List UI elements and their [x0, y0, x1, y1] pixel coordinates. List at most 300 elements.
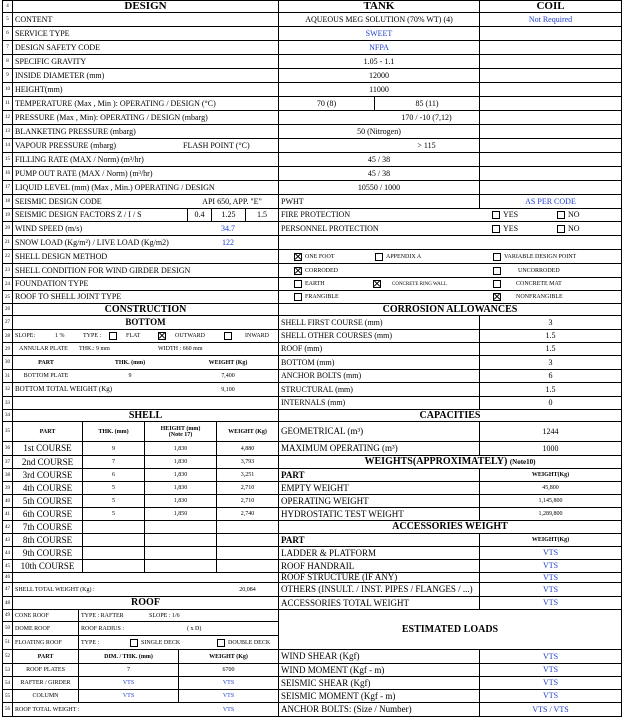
estimated-loads-title: ESTIMATED LOADS	[278, 610, 621, 650]
course-name: 10th COURSE	[13, 560, 83, 572]
checkbox-icon[interactable]	[493, 253, 501, 261]
slope-label: SLOPE:	[15, 333, 36, 339]
geometrical-label: GEOMETRICAL (m³)	[278, 422, 479, 441]
row-number: 20	[3, 222, 13, 235]
row-number: 6	[3, 27, 13, 40]
checkbox-icon[interactable]	[294, 293, 302, 301]
row-number: 21	[3, 236, 13, 249]
option-flat[interactable]	[109, 330, 154, 342]
header-row	[3, 1, 621, 13]
course-name: 4th COURSE	[13, 482, 83, 494]
wind-girder-row	[3, 264, 621, 278]
empty-cell	[479, 41, 621, 54]
design-row	[3, 41, 621, 55]
row-number: 45	[3, 560, 13, 572]
roof-type: TYPE : RAFTER	[81, 612, 124, 619]
course-name: 6th COURSE	[13, 508, 83, 520]
design-row	[3, 13, 621, 27]
corrosion-label: STRUCTURAL (mm)	[278, 383, 479, 396]
row-number: 28	[3, 330, 13, 342]
roof-joint-row	[3, 291, 621, 304]
internals-row	[3, 397, 621, 410]
course-weight: 3,793	[240, 459, 255, 465]
yes-label: YES	[503, 210, 519, 219]
seismic-s: 1.5	[245, 209, 278, 221]
seismic-code-label: SEISMIC DESIGN CODE	[15, 196, 102, 206]
shell-design-label: SHELL DESIGN METHOD	[15, 251, 108, 261]
service-type-value: SWEET	[278, 27, 479, 40]
row-number: 15	[3, 153, 13, 166]
empty-cell	[145, 560, 217, 572]
roof-header-row	[3, 597, 621, 610]
roof-title: ROOF	[131, 597, 160, 608]
bottom-plate-label: BOTTOM PLATE	[23, 373, 69, 379]
option-label: INWARD	[245, 333, 269, 339]
temperature-design: 85 (11)	[374, 97, 479, 110]
load-value: VTS / VTS	[479, 703, 621, 716]
construction-header-row	[3, 304, 621, 316]
floating-roof-label: FLOATING ROOF	[13, 636, 79, 649]
roof-part-header: PART	[13, 650, 79, 663]
row-number: 25	[3, 291, 13, 303]
snow-load-row	[3, 236, 621, 250]
row-number: 37	[3, 456, 13, 468]
roof-part-label: RAFTER / GIRDER	[13, 677, 79, 689]
course-name: 5th COURSE	[13, 495, 83, 507]
empty-cell	[479, 167, 621, 180]
row-number: 39	[3, 482, 13, 494]
load-label: ANCHOR BOLTS: (Size / Number)	[278, 703, 479, 716]
roof-part-dim: VTS	[79, 677, 179, 689]
checked-box-icon[interactable]	[493, 293, 501, 301]
dome-roof-label: DOME ROOF	[13, 622, 79, 635]
corrosion-value: 1.5	[479, 330, 621, 342]
checkbox-icon[interactable]	[557, 211, 565, 219]
empty-cell	[145, 534, 217, 546]
wind-speed-row	[3, 222, 621, 236]
shell-course-row	[3, 547, 621, 560]
shell-thk-header: THK. (mm)	[83, 422, 145, 441]
checked-box-icon[interactable]	[158, 332, 166, 340]
weight-label: OPERATING WEIGHT	[278, 495, 479, 507]
option-double-deck[interactable]	[217, 636, 278, 649]
shell-total-label: SHELL TOTAL WEIGHT (Kg) :	[15, 586, 95, 593]
row-number: 56	[3, 703, 13, 716]
empty-cell	[278, 111, 374, 124]
blanketing-row	[3, 125, 621, 139]
roof-part-label: COLUMN	[13, 690, 79, 702]
shell-columns-row	[3, 422, 621, 442]
weights-title-text: WEIGHTS(APPROXIMATELY)	[364, 456, 508, 467]
load-label: WIND SHEAR (Kgf)	[278, 650, 479, 663]
wind-girder-label: SHELL CONDITION FOR WIND GIRDER DESIGN	[15, 265, 191, 275]
accessory-value: VTS	[479, 547, 621, 559]
shell-title: SHELL	[128, 410, 163, 421]
inside-diameter-value: 12000	[278, 69, 479, 82]
snow-load-label: SNOW LOAD (Kg/m²) / LIVE LOAD (Kg/m2)	[15, 237, 169, 247]
corrosion-value: 6	[479, 370, 621, 382]
empty-cell	[83, 534, 145, 546]
seismic-z: 0.4	[187, 209, 211, 221]
course-weight: 2,710	[240, 485, 255, 491]
empty-cell	[145, 521, 217, 533]
roof-part-row	[3, 677, 621, 690]
course-name: 9th COURSE	[13, 547, 83, 559]
row-number: 14	[3, 139, 13, 152]
option-corroded[interactable]	[278, 264, 364, 277]
annular-thickness: THK.: 9 mm	[79, 346, 110, 352]
blanketing-label: BLANKETING PRESSURE (mbarg)	[15, 126, 136, 136]
tank-datasheet	[2, 0, 622, 717]
row-number: 46	[3, 573, 13, 582]
load-label: WIND MOMENT (Kgf - m)	[278, 664, 479, 676]
accessory-label: LADDER & PLATFORM	[278, 547, 479, 559]
row-number: 5	[3, 13, 13, 26]
height-header-text: HEIGHT (mm)	[160, 425, 201, 432]
row-number: 29	[3, 343, 13, 355]
weights-weight-header: WEIGHT(Kg)	[479, 469, 621, 481]
option-label: FLAT	[126, 333, 141, 339]
course-height: 1,830	[145, 469, 217, 481]
bottom-slope-row	[3, 330, 621, 343]
roof-joint-label: ROOF TO SHELL JOINT TYPE	[15, 292, 122, 301]
roof-radius-unit: ( x D)	[187, 625, 202, 632]
checkbox-icon[interactable]	[492, 225, 500, 233]
empty-cell	[479, 97, 621, 110]
option-appendix-a[interactable]	[375, 250, 485, 263]
filling-label: FILLING RATE (MAX / Norm) (m³/hr)	[15, 154, 144, 164]
shell-course-row	[3, 495, 621, 508]
course-thk: 5	[83, 495, 145, 507]
max-operating-value: 1000	[479, 442, 621, 455]
row-number: 34	[3, 410, 13, 421]
roof-radius-label: ROOF RADIUS :	[81, 625, 125, 632]
option-earth[interactable]	[278, 278, 364, 290]
safety-code-value: NFPA	[278, 41, 479, 54]
max-operating-label: MAXIMUM OPERATING (m³)	[278, 442, 479, 455]
temperature-operating: 70 (8)	[278, 97, 374, 110]
row-number: 31	[3, 370, 13, 382]
checked-box-icon[interactable]	[373, 280, 381, 288]
checked-box-icon[interactable]	[294, 267, 302, 275]
snow-load-value: 122	[222, 237, 234, 247]
roof-part-weight: 6700	[222, 667, 235, 673]
empty-cell	[83, 547, 145, 559]
course-height: 1,830	[145, 482, 217, 494]
checkbox-icon[interactable]	[130, 639, 138, 647]
row-number: 48	[3, 597, 13, 609]
shell-course-row	[3, 456, 621, 469]
coil-value: Not Required	[479, 13, 621, 26]
accessory-label: OTHERS (INSULT. / INST. PIPES / FLANGES / ...)	[278, 583, 479, 596]
fire-protection-label: FIRE PROTECTION	[278, 209, 479, 221]
pump-out-label: PUMP OUT RATE (MAX / Norm) (m³/hr)	[15, 168, 153, 178]
shell-part-header: PART	[13, 422, 83, 441]
weights-title	[278, 456, 621, 468]
course-name: 7th COURSE	[13, 521, 83, 533]
shell-total-weight: 20,084	[239, 586, 256, 593]
empty-cell	[83, 521, 145, 533]
specific-gravity-label: SPECIFIC GRAVITY	[15, 56, 87, 66]
option-frangible[interactable]	[278, 291, 364, 303]
course-weight: 3,251	[240, 472, 255, 478]
roof-dim-header: DIM. / THK. (mm)	[79, 650, 179, 663]
row-number: 18	[3, 195, 13, 208]
option-label: ONE FOOT	[305, 253, 335, 260]
design-header: DESIGN	[124, 1, 167, 12]
corrosion-label: INTERNALS (mm)	[278, 397, 479, 409]
blanketing-value: 50 (Nitrogen)	[278, 125, 479, 138]
option-label: SINGLE DECK	[141, 639, 181, 646]
option-inward[interactable]	[224, 330, 278, 342]
capacities-title: CAPACITIES	[278, 410, 621, 421]
weight-label: HYDROSTATIC TEST WEIGHT	[278, 508, 479, 520]
course-thk: 7	[83, 456, 145, 468]
shell-header-row	[3, 410, 621, 422]
roof-total-label: ROOF TOTAL WEIGHT :	[15, 706, 80, 713]
pressure-design: 170 / -10 (7,12)	[401, 112, 452, 122]
design-row	[3, 55, 621, 69]
course-height: 1,830	[145, 442, 217, 455]
inside-diameter-label: INSIDE DIAMETER (mm)	[15, 70, 105, 80]
option-concrete-mat[interactable]	[493, 278, 621, 290]
option-label: FRANGIBLE	[305, 294, 339, 300]
option-uncorroded[interactable]	[493, 264, 621, 277]
shell-total-row	[3, 583, 621, 597]
flash-point-value: > 115	[417, 140, 436, 150]
wind-speed-value: 34.7	[221, 223, 235, 233]
seismic-factors-label: SEISMIC DESIGN FACTORS Z / I / S	[15, 210, 142, 219]
course-name: 2nd COURSE	[13, 456, 83, 468]
option-single-deck[interactable]	[130, 636, 200, 649]
shell-height-header	[145, 422, 217, 441]
temperature-row	[3, 97, 621, 111]
roof-part-weight: VTS	[222, 680, 235, 686]
corrosion-label: SHELL OTHER COURSES (mm)	[278, 330, 479, 342]
row-number: 30	[3, 356, 13, 369]
empty-cell	[83, 560, 145, 572]
annular-label: ANNULAR PLATE	[19, 346, 68, 352]
safety-code-label: DESIGN SAFETY CODE	[15, 42, 101, 52]
shell-course-row	[3, 560, 621, 573]
option-nonfrangible[interactable]	[493, 291, 621, 303]
coil-header: COIL	[479, 1, 621, 12]
weight-header: WEIGHT (Kg)	[208, 359, 248, 366]
accessory-label: ROOF STRUCTURE (IF ANY)	[278, 573, 479, 582]
design-row	[3, 83, 621, 97]
filling-row	[3, 153, 621, 167]
row-number: 26	[3, 304, 13, 315]
checkbox-icon[interactable]	[375, 253, 383, 261]
empty-cell	[145, 547, 217, 559]
fire-protection-yes[interactable]	[492, 209, 552, 221]
option-label: UNCORRODED	[518, 267, 560, 274]
course-height: 1,830	[145, 456, 217, 468]
height-header-note: (Note 17)	[168, 431, 193, 438]
roof-total-weight: VTS	[222, 706, 235, 713]
option-outward[interactable]	[158, 330, 222, 342]
row-number: 40	[3, 495, 13, 507]
bottom-parts-header-row	[3, 356, 621, 370]
bottom-title: BOTTOM	[125, 317, 166, 327]
checkbox-icon[interactable]	[557, 225, 565, 233]
empty-cell	[479, 181, 621, 194]
seismic-code-value: API 650, APP. "E"	[202, 196, 262, 206]
corrosion-label: BOTTOM (mm)	[278, 356, 479, 369]
type-label: TYPE :	[83, 333, 102, 339]
bottom-plate-weight: 7,400	[221, 373, 235, 379]
cone-roof-label: CONE ROOF	[13, 610, 79, 621]
slope-value: 1 %	[55, 333, 65, 339]
row-number: 50	[3, 622, 13, 635]
row-number: 13	[3, 125, 13, 138]
course-weight: 2,740	[240, 511, 255, 517]
bottom-header-row	[3, 316, 621, 330]
fire-protection-no[interactable]	[557, 209, 617, 221]
checkbox-icon[interactable]	[492, 211, 500, 219]
weight-value: 45,800	[479, 482, 621, 494]
checkbox-icon[interactable]	[294, 280, 302, 288]
height-label: HEIGHT(mm)	[15, 84, 63, 94]
corrosion-value: 1.5	[479, 343, 621, 355]
accessory-label: ROOF HANDRAIL	[278, 560, 479, 572]
content-label: CONTENT	[15, 14, 53, 24]
weight-label: EMPTY WEIGHT	[278, 482, 479, 494]
course-weight: 2,710	[240, 498, 255, 504]
load-value: VTS	[479, 650, 621, 663]
checkbox-icon[interactable]	[493, 280, 501, 288]
service-type-label: SERVICE TYPE	[15, 28, 70, 38]
personnel-protection-yes[interactable]	[492, 222, 552, 235]
weights-note: (Note10)	[509, 457, 536, 466]
pwht-value: AS PER CODE	[479, 195, 621, 208]
corrosion-label: ROOF (mm)	[278, 343, 479, 355]
course-height: 1,850	[145, 508, 217, 520]
roof-weight-header: WEIGHT (Kg)	[209, 653, 248, 660]
bottom-total-row	[3, 383, 621, 397]
option-label: EARTH	[305, 281, 325, 287]
course-name: 8th COURSE	[13, 534, 83, 546]
height-value: 11000	[278, 83, 479, 96]
seismic-factors-row	[3, 209, 621, 222]
row-number: 24	[3, 278, 13, 290]
checkbox-icon[interactable]	[493, 267, 501, 275]
tank-header: TANK	[278, 1, 479, 12]
load-value: VTS	[479, 677, 621, 689]
bottom-plate-row	[3, 370, 621, 383]
checkbox-icon[interactable]	[224, 332, 232, 340]
empty-cell	[479, 139, 621, 152]
row-number: 11	[3, 97, 13, 110]
corrosion-value: 3	[479, 316, 621, 329]
shell-course-row	[3, 469, 621, 482]
course-thk: 9	[83, 442, 145, 455]
roof-part-label: ROOF PLATES	[13, 664, 79, 676]
accessory-value: VTS	[479, 573, 621, 582]
option-label: NONFRANGIBLE	[516, 294, 563, 300]
wind-speed-label: WIND SPEED (m/s)	[15, 223, 83, 233]
row-number: 52	[3, 650, 13, 663]
row-number: 16	[3, 167, 13, 180]
row-number: 32	[3, 383, 13, 396]
specific-gravity-value: 1.05 - 1.1	[278, 55, 479, 68]
row-number: 7	[3, 41, 13, 54]
seismic-i: 1.25	[211, 209, 245, 221]
accessories-title: ACCESSORIES WEIGHT	[278, 521, 621, 533]
personnel-protection-no[interactable]	[557, 222, 617, 235]
checkbox-icon[interactable]	[109, 332, 117, 340]
checkbox-icon[interactable]	[217, 639, 225, 647]
foundation-label: FOUNDATION TYPE	[15, 279, 89, 288]
weight-value: 1,289,800	[479, 508, 621, 520]
shell-course-row	[3, 442, 621, 456]
course-thk: 5	[83, 482, 145, 494]
row-number: 4	[3, 1, 13, 12]
course-weight: 4,880	[240, 445, 255, 452]
load-value: VTS	[479, 664, 621, 676]
design-row	[3, 69, 621, 83]
annular-width: WIDTH : 660 mm	[158, 346, 203, 352]
load-label: SEISMIC SHEAR (Kgf)	[278, 677, 479, 689]
floating-type-label: TYPE :	[81, 639, 100, 646]
course-height: 1,830	[145, 495, 217, 507]
roof-slope: SLOPE : 1/6	[149, 612, 180, 619]
row-number: 38	[3, 469, 13, 481]
construction-title: CONSTRUCTION	[104, 304, 187, 315]
corrosion-label: SHELL FIRST COURSE (mm)	[278, 316, 479, 329]
option-label: CONCRETE RING WALL	[392, 281, 447, 287]
no-label: NO	[568, 223, 580, 233]
empty-cell	[479, 111, 621, 124]
row-number: 51	[3, 636, 13, 649]
pressure-row	[3, 111, 621, 125]
row-number: 53	[3, 664, 13, 676]
corrosion-value: 0	[479, 397, 621, 409]
corrosion-value: 1.5	[479, 383, 621, 396]
geometrical-value: 1244	[479, 422, 621, 441]
checked-box-icon[interactable]	[294, 253, 302, 261]
corrosion-title: CORROSION ALLOWANCES	[278, 304, 621, 315]
roof-total-row	[3, 703, 621, 716]
row-number: 55	[3, 690, 13, 702]
option-label: CONCRETE MAT	[516, 281, 562, 287]
seismic-code-row	[3, 195, 621, 209]
load-label: SEISMIC MOMENT (Kgf - m)	[278, 690, 479, 702]
option-one-foot[interactable]	[278, 250, 364, 263]
roof-parts-header-row	[3, 650, 621, 664]
liquid-level-label: LIQUID LEVEL (mm) (Max , Min.) OPERATING / DESIGN	[15, 182, 215, 192]
filling-value: 45 / 38	[278, 153, 479, 166]
pump-out-row	[3, 167, 621, 181]
row-number: 42	[3, 521, 13, 533]
shell-course-row	[3, 508, 621, 521]
option-concrete-ring-wall[interactable]	[373, 278, 488, 290]
option-label: VARIABLE DESIGN POINT	[504, 253, 577, 260]
spacer-row	[3, 573, 621, 583]
annular-row	[3, 343, 621, 356]
empty-cell	[479, 125, 621, 138]
design-row	[3, 27, 621, 41]
option-label: OUTWARD	[175, 333, 205, 339]
roof-part-weight: VTS	[222, 693, 235, 699]
accessories-weight-header: WEIGHT(Kg)	[479, 534, 621, 546]
bottom-plate-thk: 9	[128, 373, 132, 379]
roof-part-row	[3, 664, 621, 677]
option-variable-design-point[interactable]	[493, 250, 621, 263]
content-value: AQUEOUS MEG SOLUTION (70% WT) (4)	[278, 13, 479, 26]
empty-cell	[479, 83, 621, 96]
corrosion-value: 3	[479, 356, 621, 369]
